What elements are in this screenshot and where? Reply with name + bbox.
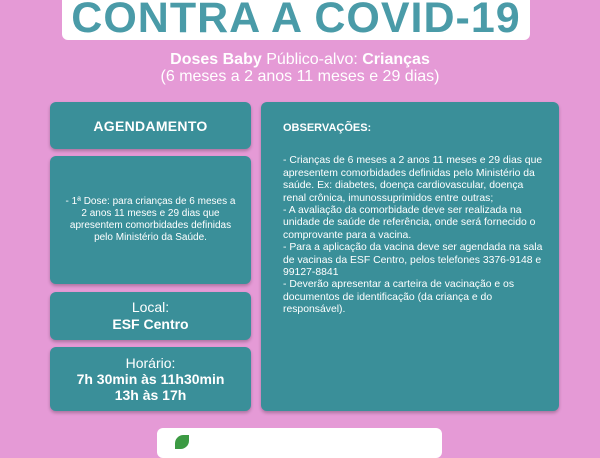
agendamento-text: - 1ª Dose: para crianças de 6 meses a 2 anos 11 meses e 29 dias que apresentem comorbidades definidas pelo Ministério da Saúde. — [65, 196, 236, 243]
leaf-logo-icon — [175, 435, 189, 449]
observacao-item: - A avaliação da comorbidade deve ser realizada na unidade de saúde de referência, onde será fornecido o comprovante para a vacina. — [283, 205, 536, 241]
doses-line — [0, 51, 600, 69]
horario-label: Horário: — [125, 355, 176, 371]
publico-value: Crianças — [362, 51, 430, 68]
local-label: Local: — [131, 299, 170, 315]
agendamento-header — [50, 102, 251, 149]
title-banner — [62, 0, 530, 40]
agendamento-body — [50, 156, 251, 284]
page-title: CONTRA A COVID-19 — [71, 0, 521, 42]
horario-line-1: 7h 30min às 11h30min — [76, 371, 225, 387]
footer-logo-card — [157, 428, 442, 458]
observacoes-title: OBSERVAÇÕES: — [283, 122, 372, 134]
horario-line-2: 13h às 17h — [114, 387, 187, 403]
publico-label: Público-alvo: — [261, 51, 363, 68]
horario-card — [50, 347, 251, 411]
local-card — [50, 292, 251, 340]
observacao-item: - Crianças de 6 meses a 2 anos 11 meses e 29 dias que apresentem comorbidades definidas pelo Ministério da saúde. Ex: diabetes, doença cardiovascular, doença renal crônica, imunossuprimidos entre outras; — [283, 155, 543, 204]
local-value: ESF Centro — [112, 316, 189, 332]
observacao-item: - Para a aplicação da vacina deve ser agendada na sala de vacinas da ESF Centro, pelos telefones 3376-9148 e 99127-8841 — [283, 242, 543, 279]
observacoes-card — [261, 102, 559, 411]
observacao-item: - Deverão apresentar a carteira de vacinação e os documentos de identificação (da criança e do responsável). — [283, 279, 515, 316]
age-range: (6 meses a 2 anos 11 meses e 29 dias) — [160, 68, 440, 85]
agendamento-title: AGENDAMENTO — [93, 117, 208, 134]
doses-prefix: Doses Baby — [170, 51, 262, 68]
